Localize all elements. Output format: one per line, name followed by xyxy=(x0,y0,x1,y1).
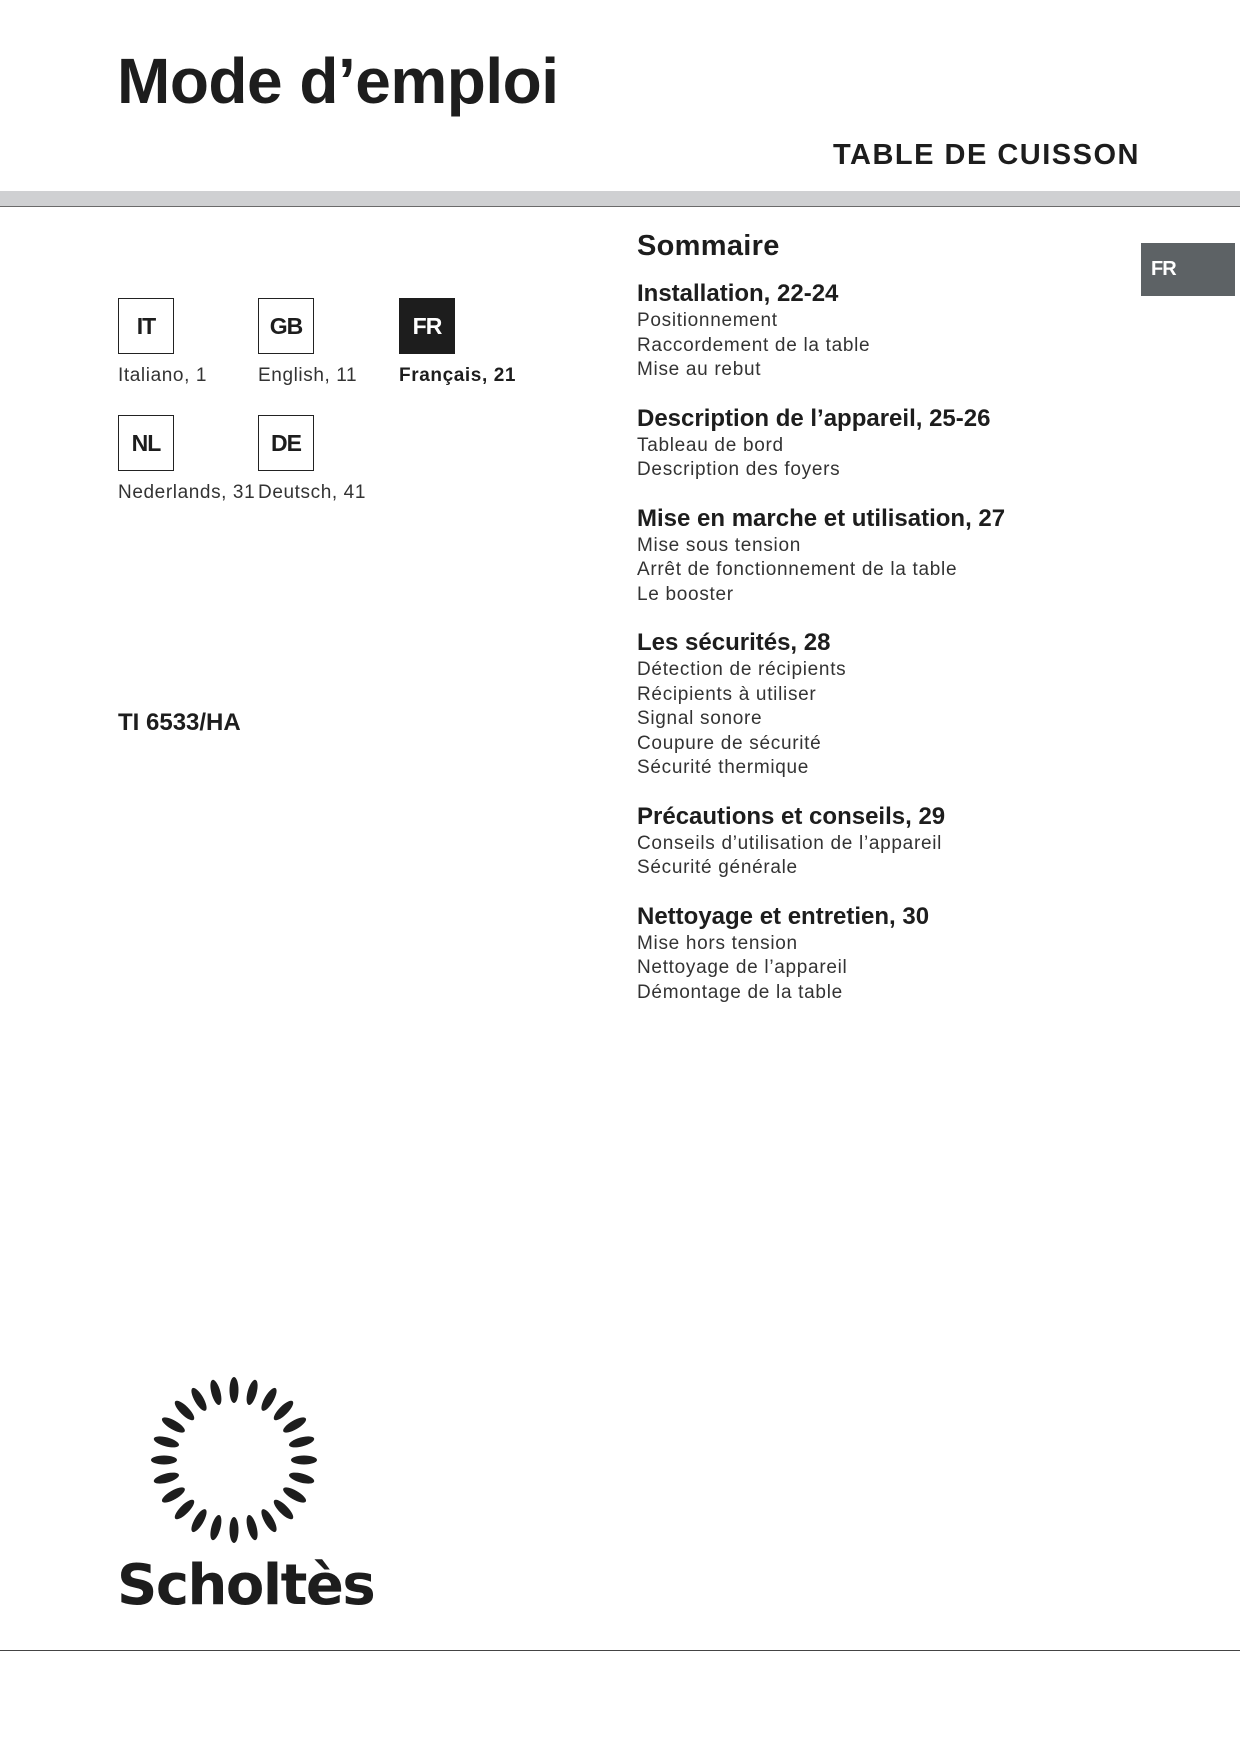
toc-section xyxy=(637,802,1117,881)
toc-section-title[interactable]: Les sécurités, 28 xyxy=(637,629,831,656)
language-name: Italiano, 1 xyxy=(118,365,207,386)
toc-section xyxy=(637,279,1117,383)
sun-ray xyxy=(153,1434,180,1449)
toc-section-title[interactable]: Précautions et conseils, 29 xyxy=(637,802,946,830)
toc-item: Arrêt de fonctionnement de la table xyxy=(637,559,958,580)
table-of-contents xyxy=(637,230,1117,1026)
toc-section-title[interactable]: Description de l’appareil, 25-26 xyxy=(637,404,991,432)
sun-burst-icon xyxy=(117,1370,357,1550)
language-code-box: FR xyxy=(399,298,455,354)
toc-item: Mise sous tension xyxy=(637,534,801,556)
sun-ray xyxy=(288,1470,315,1485)
language-item-nl[interactable] xyxy=(118,415,268,504)
sun-ray xyxy=(230,1517,239,1543)
sun-ray xyxy=(208,1514,223,1541)
sun-ray xyxy=(189,1507,210,1534)
toc-item: Description des foyers xyxy=(637,459,841,480)
sun-ray xyxy=(151,1456,177,1465)
toc-item: Signal sonore xyxy=(637,708,763,729)
sun-ray xyxy=(244,1379,259,1406)
toc-item: Sécurité thermique xyxy=(637,757,810,778)
language-name: Nederlands, 31 xyxy=(118,482,256,503)
toc-item: Mise hors tension xyxy=(637,932,798,954)
toc-item: Détection de récipients xyxy=(637,659,847,680)
toc-item: Raccordement de la table xyxy=(637,334,871,356)
toc-section xyxy=(637,504,1117,608)
toc-section xyxy=(637,902,1117,1006)
sun-ray xyxy=(172,1398,197,1423)
page-title: Mode d’emploi xyxy=(117,45,559,117)
toc-section xyxy=(637,628,1117,781)
document-subtitle: TABLE DE CUISSON xyxy=(832,139,1140,171)
sun-ray xyxy=(259,1386,280,1413)
sun-ray xyxy=(281,1415,308,1436)
footer-rule xyxy=(0,1650,1240,1651)
sun-ray xyxy=(172,1497,197,1522)
sun-ray xyxy=(244,1514,259,1541)
sun-ray xyxy=(160,1415,187,1436)
toc-item: Le booster xyxy=(637,583,734,605)
sun-ray xyxy=(153,1470,180,1485)
language-code-box: DE xyxy=(258,415,314,471)
toc-item: Conseils d’utilisation de l’appareil xyxy=(637,832,943,854)
toc-item: Positionnement xyxy=(637,310,778,331)
language-side-tab xyxy=(1141,243,1235,296)
toc-item: Tableau de bord xyxy=(637,434,784,456)
sun-ray xyxy=(189,1386,210,1413)
sun-ray xyxy=(230,1377,239,1403)
toc-section xyxy=(637,404,1117,483)
toc-section-title[interactable]: Installation, 22-24 xyxy=(637,280,839,307)
toc-item: Récipients à utiliser xyxy=(637,683,817,705)
language-code-box: NL xyxy=(118,415,174,471)
language-side-tab-label: FR xyxy=(1151,258,1176,280)
language-name: Deutsch, 41 xyxy=(258,482,366,503)
sun-ray xyxy=(271,1497,296,1522)
toc-heading: Sommaire xyxy=(637,230,780,262)
sun-ray xyxy=(208,1379,223,1406)
toc-item: Démontage de la table xyxy=(637,981,843,1003)
sun-ray xyxy=(160,1485,187,1506)
toc-item: Sécurité générale xyxy=(637,857,798,878)
brand-logo xyxy=(117,1370,375,1620)
sun-ray xyxy=(288,1434,315,1449)
language-code-box: GB xyxy=(258,298,314,354)
language-code-box: IT xyxy=(118,298,174,354)
model-number: TI 6533/HA xyxy=(118,709,241,736)
toc-section-title[interactable]: Mise en marche et utilisation, 27 xyxy=(637,504,1006,532)
language-item-it[interactable] xyxy=(118,298,268,387)
toc-item: Coupure de sécurité xyxy=(637,732,822,754)
sun-ray xyxy=(291,1456,317,1465)
language-name: Français, 21 xyxy=(399,365,517,386)
sun-ray xyxy=(281,1485,308,1506)
language-item-de[interactable] xyxy=(258,415,408,504)
sun-ray xyxy=(259,1507,280,1534)
toc-item: Mise au rebut xyxy=(637,359,762,380)
toc-item: Nettoyage de l’appareil xyxy=(637,957,848,978)
language-name: English, 11 xyxy=(258,365,358,386)
header-divider-band xyxy=(0,191,1240,207)
toc-section-title[interactable]: Nettoyage et entretien, 30 xyxy=(637,902,930,930)
sun-ray xyxy=(271,1398,296,1423)
language-item-fr[interactable] xyxy=(399,298,549,387)
language-item-gb[interactable] xyxy=(258,298,408,387)
brand-wordmark: Scholtès xyxy=(117,1553,375,1618)
